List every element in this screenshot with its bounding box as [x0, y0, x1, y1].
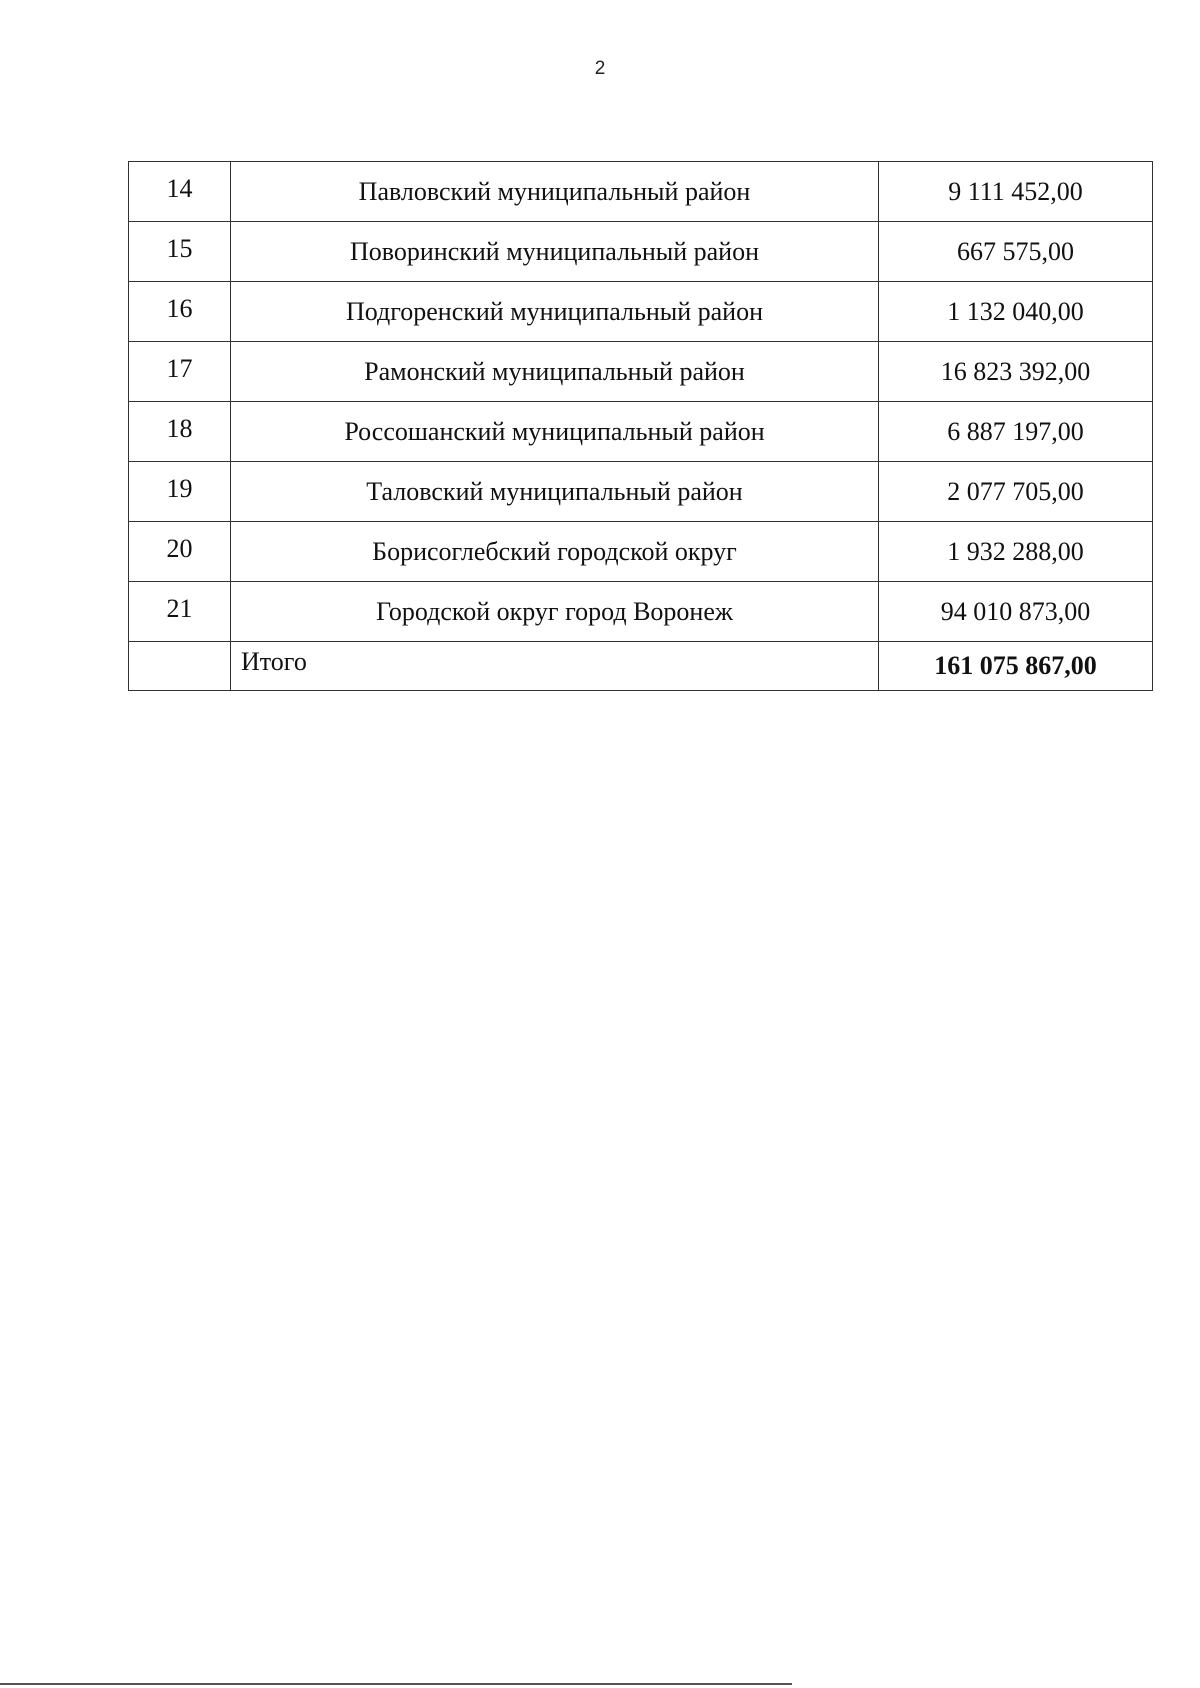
amount: 9 111 452,00 [879, 162, 1153, 222]
row-number: 18 [129, 402, 231, 462]
row-number: 16 [129, 282, 231, 342]
table-row [129, 522, 1153, 582]
row-number: 19 [129, 462, 231, 522]
municipality-name: Подгоренский муниципальный район [231, 282, 879, 342]
page-number: 2 [594, 58, 606, 79]
amount: 16 823 392,00 [879, 342, 1153, 402]
municipality-name: Поворинский муниципальный район [231, 222, 879, 282]
allocation-table [128, 161, 1153, 691]
municipality-name: Городской округ город Воронеж [231, 582, 879, 642]
row-number: 21 [129, 582, 231, 642]
table-row [129, 582, 1153, 642]
total-amount: 161 075 867,00 [879, 642, 1153, 691]
table-row [129, 162, 1153, 222]
amount: 667 575,00 [879, 222, 1153, 282]
amount: 1 932 288,00 [879, 522, 1153, 582]
total-label: Итого [231, 642, 879, 691]
municipality-name: Борисоглебский городской округ [231, 522, 879, 582]
row-number: 17 [129, 342, 231, 402]
municipality-name: Таловский муниципальный район [231, 462, 879, 522]
municipality-name: Рамонский муниципальный район [231, 342, 879, 402]
table-row [129, 222, 1153, 282]
municipality-name: Россошанский муниципальный район [231, 402, 879, 462]
amount: 1 132 040,00 [879, 282, 1153, 342]
total-row-number-cell [129, 642, 231, 691]
amount: 94 010 873,00 [879, 582, 1153, 642]
row-number: 20 [129, 522, 231, 582]
total-row [129, 642, 1153, 691]
amount: 6 887 197,00 [879, 402, 1153, 462]
table-row [129, 402, 1153, 462]
amount: 2 077 705,00 [879, 462, 1153, 522]
row-number: 15 [129, 222, 231, 282]
table-row [129, 462, 1153, 522]
row-number: 14 [129, 162, 231, 222]
table-row [129, 282, 1153, 342]
bottom-rule [0, 1683, 792, 1685]
table-row [129, 342, 1153, 402]
municipality-name: Павловский муниципальный район [231, 162, 879, 222]
